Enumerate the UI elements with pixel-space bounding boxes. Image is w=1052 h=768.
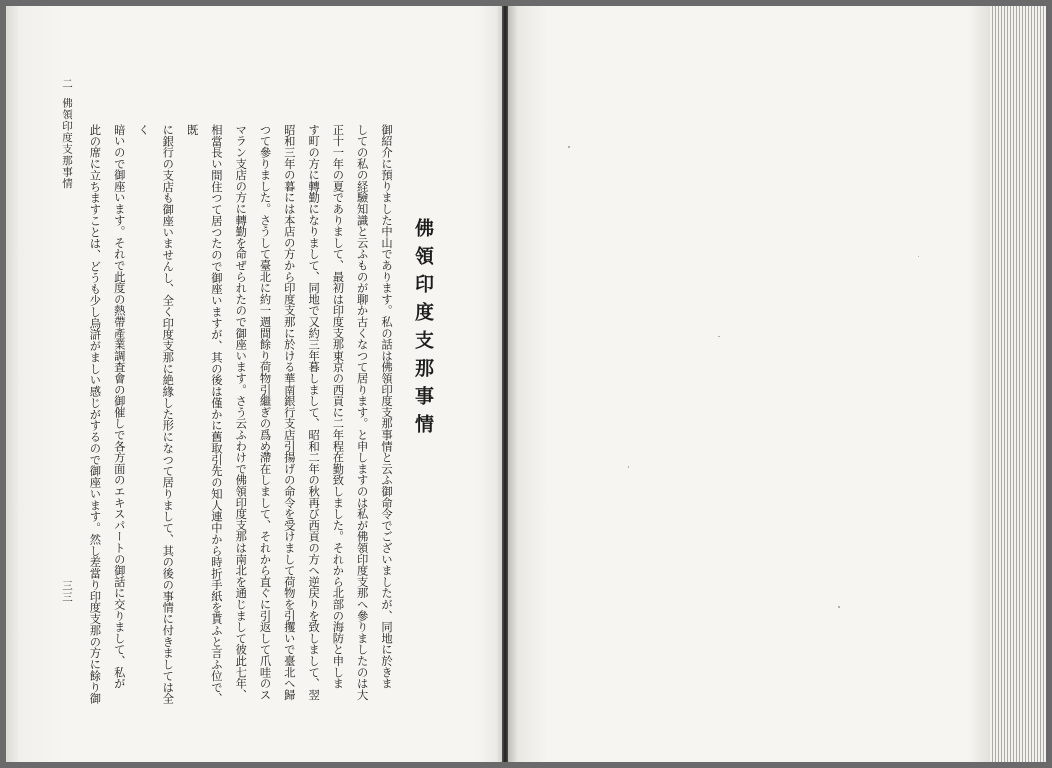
paper-speck [838, 606, 840, 608]
running-header [60, 78, 75, 190]
body-line: 御紹介に預りました中山であります。私の話は佛領印度支那事情と云ふ御命令でございましたが、同地に於きま [380, 124, 393, 689]
running-header-title: 佛領印度支那事情 [61, 97, 73, 190]
running-header-chapter-num: 二 [61, 78, 73, 90]
body-line: 暗いので御座います。それで此度の熱帶產業調査會の御催しで各方面のエキスパートの御話に交りまして、私が [112, 124, 126, 689]
left-page [6, 6, 503, 762]
chapter-title: 佛領印度支那事情 [412, 218, 434, 442]
page-number: 三三 [61, 580, 73, 603]
paper-speck [568, 146, 570, 148]
body-line: す町の方に轉勤になりまして、同地で又約三年暮しまして、昭和二年の秋再び西貢の方へ逆戻りを致しまして、翌 [307, 124, 321, 701]
paper-speck [718, 336, 720, 337]
body-text [80, 124, 398, 704]
body-line: に銀行の支店も御座いませんし、全く印度支那に絶緣した形になつて居りまして、其の後の事情に付きましては全く [137, 124, 175, 704]
page-edges [990, 6, 1046, 762]
body-line: 正十一年の夏でありまして、最初は印度支那東京の西貢に二年程在勤致しました。それから北部の海防と申しま [331, 124, 345, 689]
paper-speck [918, 256, 919, 257]
body-line: 此の席に立ちますことは、どうも少し烏滸がましい感じがするので御座います。然し差當り印度支那の方に餘り御 [88, 124, 102, 704]
body-line: つて參りました。さうして臺北に約一週間餘り荷物引繼ぎの爲め滯在しまして、それから直ぐに引返して爪哇のス [258, 124, 272, 701]
body-line: マラン支店の方に轉勤を命ぜられたので御座います。さう云ふわけで佛領印度支那は南北を通じまして彼此七年、 [234, 124, 248, 701]
body-line: 昭和三年の暮には本店の方から印度支那に於ける華南銀行支店引揚げの命令を受けまして荷物を引攫いで臺北へ歸 [282, 124, 296, 701]
right-page-blank [508, 6, 990, 762]
body-line: しての私の経驗知識と云ふものが聊か古くなつて居ります。と申しますのは私が佛領印度支那へ參りましたのは大 [355, 124, 369, 701]
paper-speck [628, 466, 629, 468]
body-line: 相當長い間住つて居つたので御座いますが、其の後は僅かに舊取引先の知人連中から時折手紙を貰ふと言ふ位で、既 [185, 124, 223, 704]
